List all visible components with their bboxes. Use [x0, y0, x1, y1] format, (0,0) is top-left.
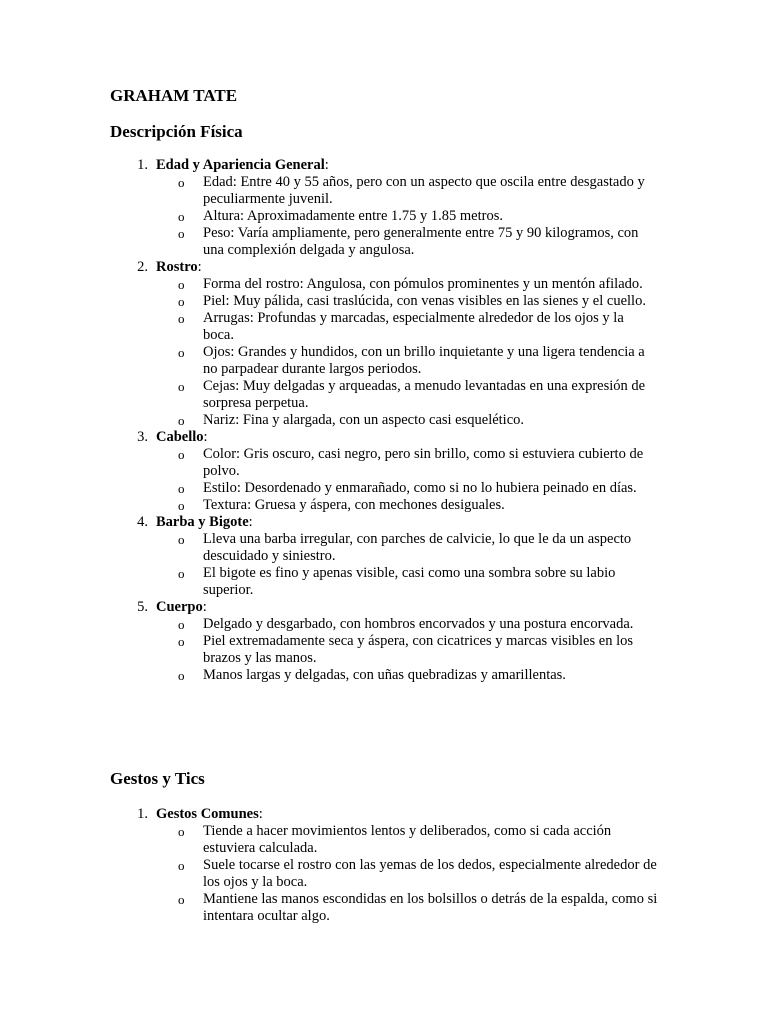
sub-list-item	[0, 310, 658, 344]
list-item-heading	[156, 429, 208, 446]
section-title-gestos-y-tics: Gestos y Tics	[110, 769, 205, 788]
bullet-icon: o	[178, 413, 185, 428]
list-item-label: Edad y Apariencia General	[156, 157, 325, 173]
list-item-label: Cuerpo	[156, 599, 203, 615]
list-item	[0, 157, 768, 259]
list-item	[0, 429, 768, 514]
list-item-colon: :	[324, 157, 329, 173]
list-item-colon: :	[203, 429, 208, 445]
list-item-label: Rostro	[156, 259, 198, 275]
sub-list	[0, 276, 768, 429]
bullet-icon: o	[178, 566, 185, 581]
list-item	[0, 259, 768, 429]
sub-list-item-text: Manos largas y delgadas, con uñas quebradizas y amarillentas.	[203, 667, 566, 683]
list-item-header	[0, 806, 768, 823]
sub-list-item	[0, 616, 658, 633]
bullet-icon: o	[178, 858, 185, 873]
bullet-icon: o	[178, 498, 185, 513]
sub-list-item	[0, 497, 658, 514]
sub-list-item-text: Nariz: Fina y alargada, con un aspecto casi esquelético.	[203, 412, 525, 428]
bullet-icon: o	[178, 226, 185, 241]
list-item-header	[0, 429, 768, 446]
sub-list-item	[0, 344, 658, 378]
sub-list-item	[0, 823, 658, 857]
sub-list	[0, 616, 768, 684]
sub-list-item	[0, 667, 658, 684]
bullet-icon: o	[178, 379, 185, 394]
list-item	[0, 599, 768, 684]
sub-list-item	[0, 412, 658, 429]
sub-list-item	[0, 174, 658, 208]
section-list-gestos-y-tics	[0, 806, 768, 925]
sub-list-item-text: Mantiene las manos escondidas en los bolsillos o detrás de la espalda, como si intentara ocultar algo.	[203, 891, 658, 924]
list-item	[0, 514, 768, 599]
sub-list-item-text: Piel: Muy pálida, casi traslúcida, con venas visibles en las sienes y el cuello.	[203, 293, 646, 309]
sub-list-item	[0, 531, 658, 565]
bullet-icon: o	[178, 209, 185, 224]
sub-list-item	[0, 446, 658, 480]
bullet-icon: o	[178, 824, 185, 839]
sub-list	[0, 823, 768, 925]
sub-list-item-text: Forma del rostro: Angulosa, con pómulos prominentes y un mentón afilado.	[203, 276, 643, 292]
sub-list-item	[0, 480, 658, 497]
bullet-icon: o	[178, 532, 185, 547]
bullet-icon: o	[178, 481, 185, 496]
list-item-label: Gestos Comunes	[156, 806, 259, 822]
bullet-icon: o	[178, 277, 185, 292]
list-item-colon: :	[258, 806, 263, 822]
list-item-colon: :	[248, 514, 253, 530]
list-item-header	[0, 259, 768, 276]
list-item-heading	[156, 514, 253, 531]
bullet-icon: o	[178, 294, 185, 309]
sub-list-item	[0, 633, 658, 667]
bullet-icon: o	[178, 668, 185, 683]
sub-list-item-text: Suele tocarse el rostro con las yemas de los dedos, especialmente alrededor de los ojos y la boca.	[203, 857, 657, 890]
list-item-number: 2.	[137, 259, 148, 275]
list-item-header	[0, 157, 768, 174]
sub-list-item-text: Estilo: Desordenado y enmarañado, como si no lo hubiera peinado en días.	[203, 480, 637, 496]
sub-list-item-text: Edad: Entre 40 y 55 años, pero con un aspecto que oscila entre desgastado y peculiarmente juvenil.	[203, 174, 645, 207]
document-title: GRAHAM TATE	[110, 86, 238, 105]
sub-list-item-text: Ojos: Grandes y hundidos, con un brillo inquietante y una ligera tendencia a no parpadear durante largos periodos.	[203, 344, 645, 377]
sub-list-item-text: Color: Gris oscuro, casi negro, pero sin brillo, como si estuviera cubierto de polvo.	[203, 446, 644, 479]
bullet-icon: o	[178, 617, 185, 632]
list-item-number: 1.	[137, 157, 148, 173]
sub-list-item	[0, 276, 658, 293]
list-item-colon: :	[202, 599, 207, 615]
list-item-label: Barba y Bigote	[156, 514, 249, 530]
bullet-icon: o	[178, 345, 185, 360]
bullet-icon: o	[178, 311, 185, 326]
bullet-icon: o	[178, 175, 185, 190]
bullet-icon: o	[178, 447, 185, 462]
sub-list-item-text: Piel extremadamente seca y áspera, con cicatrices y marcas visibles en los brazos y las manos.	[203, 633, 633, 666]
sub-list-item-text: Tiende a hacer movimientos lentos y deliberados, como si cada acción estuviera calculada.	[203, 823, 612, 856]
sub-list-item-text: Cejas: Muy delgadas y arqueadas, a menudo levantadas en una expresión de sorpresa perpetua.	[203, 378, 646, 411]
sub-list-item-text: Delgado y desgarbado, con hombros encorvados y una postura encorvada.	[203, 616, 634, 632]
bullet-icon: o	[178, 892, 185, 907]
sub-list-item-text: Lleva una barba irregular, con parches de calvicie, lo que le da un aspecto descuidado y siniestro.	[203, 531, 632, 564]
bullet-icon: o	[178, 634, 185, 649]
sub-list	[0, 531, 768, 599]
section-title-descripcion-fisica: Descripción Física	[110, 122, 243, 141]
sub-list-item-text: Peso: Varía ampliamente, pero generalmente entre 75 y 90 kilogramos, con una complexión delgada y angulosa.	[203, 225, 639, 258]
sub-list-item-text: Textura: Gruesa y áspera, con mechones desiguales.	[203, 497, 505, 513]
list-item-heading	[156, 599, 207, 616]
sub-list-item	[0, 225, 658, 259]
sub-list-item	[0, 208, 658, 225]
list-item-label: Cabello	[156, 429, 204, 445]
list-item-heading	[156, 259, 202, 276]
list-item-header	[0, 514, 768, 531]
sub-list-item	[0, 378, 658, 412]
section-list-descripcion-fisica	[0, 157, 768, 684]
sub-list-item	[0, 857, 658, 891]
sub-list-item	[0, 891, 658, 925]
list-item-number: 5.	[137, 599, 148, 615]
list-item-header	[0, 599, 768, 616]
sub-list	[0, 174, 768, 259]
list-item-heading	[156, 157, 329, 174]
list-item-number: 1.	[137, 806, 148, 822]
sub-list	[0, 446, 768, 514]
sub-list-item	[0, 293, 658, 310]
list-item	[0, 806, 768, 925]
sub-list-item-text: El bigote es fino y apenas visible, casi como una sombra sobre su labio superior.	[203, 565, 616, 598]
sub-list-item-text: Altura: Aproximadamente entre 1.75 y 1.85 metros.	[203, 208, 503, 224]
list-item-number: 4.	[137, 514, 148, 530]
list-item-heading	[156, 806, 263, 823]
sub-list-item-text: Arrugas: Profundas y marcadas, especialmente alrededor de los ojos y la boca.	[203, 310, 624, 343]
list-item-colon: :	[197, 259, 202, 275]
sub-list-item	[0, 565, 658, 599]
list-item-number: 3.	[137, 429, 148, 445]
